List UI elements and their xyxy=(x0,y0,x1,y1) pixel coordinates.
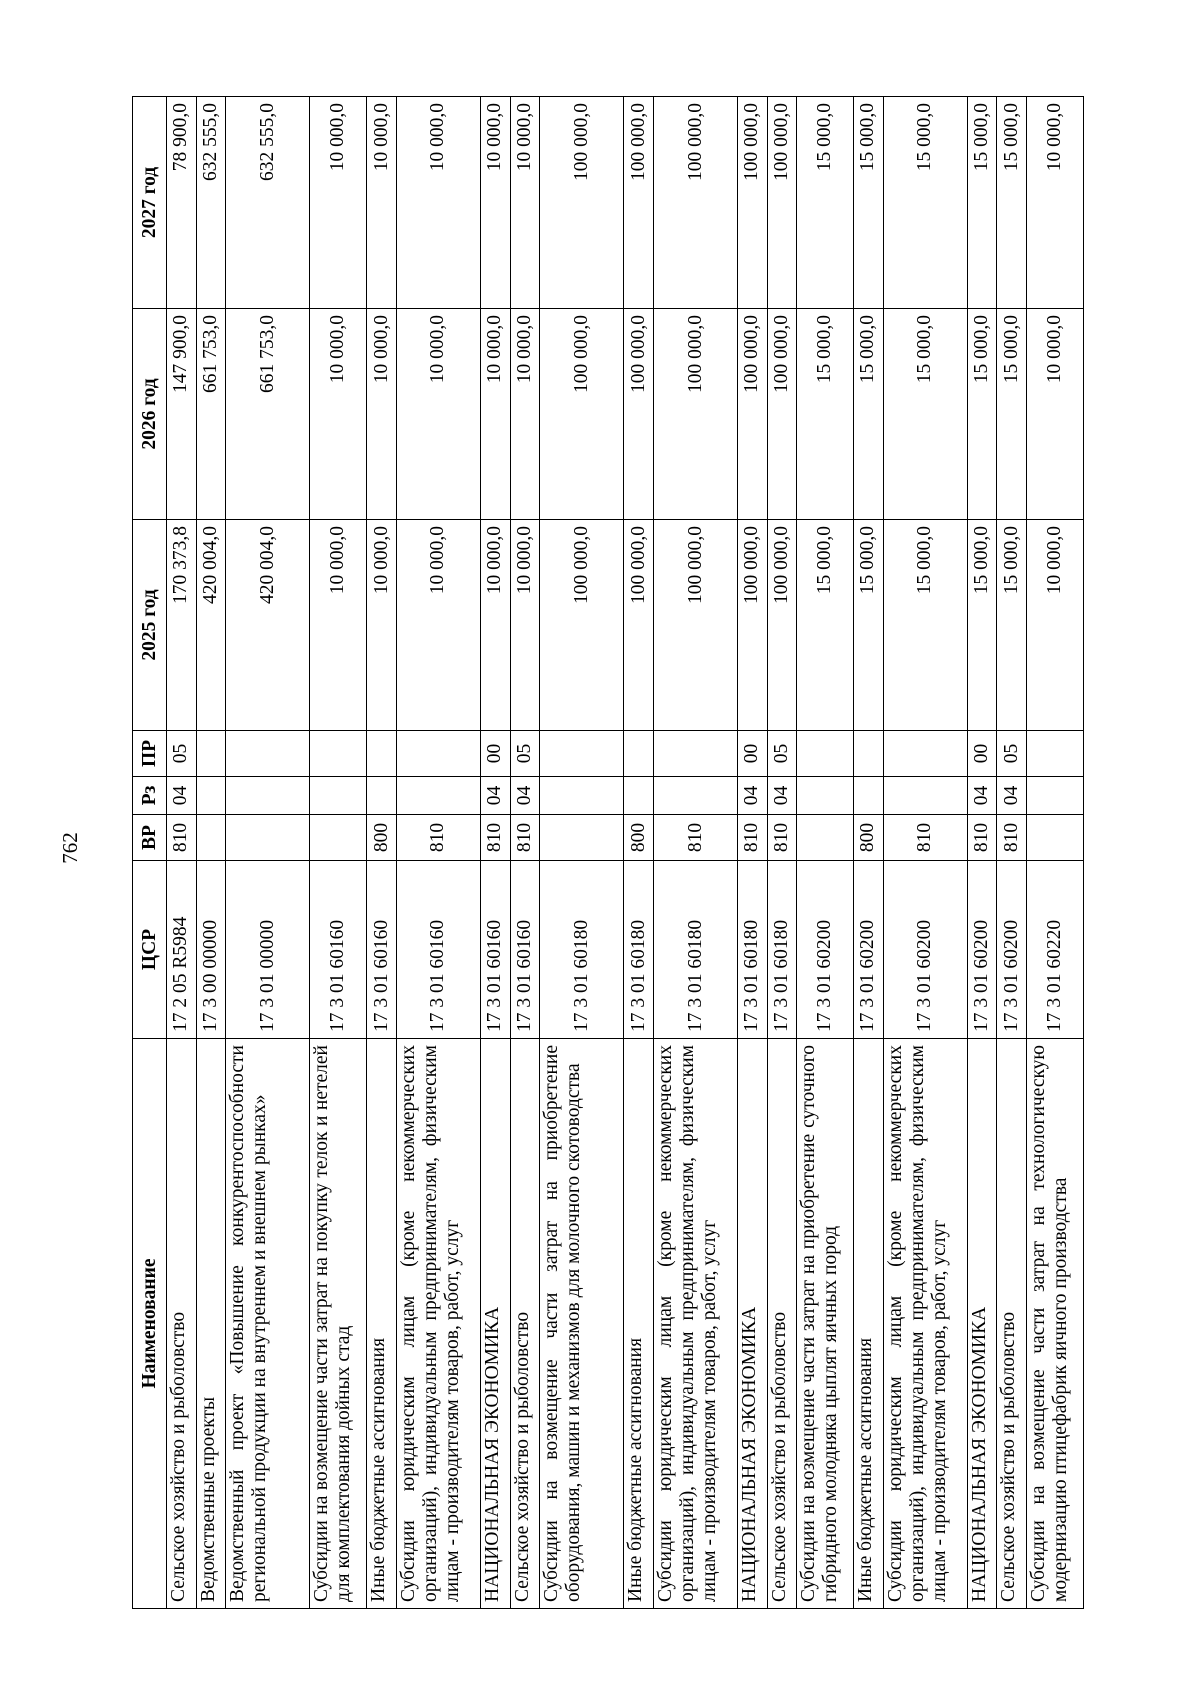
cell-csr: 17 3 01 00000 xyxy=(226,861,310,1039)
cell-vr: 810 xyxy=(653,815,737,861)
cell-2027: 100 000,0 xyxy=(653,97,737,309)
cell-2026: 10 000,0 xyxy=(510,309,540,520)
table-row xyxy=(624,97,654,1609)
cell-pr: 05 xyxy=(767,731,797,777)
cell-2026: 10 000,0 xyxy=(367,309,397,520)
cell-2026: 15 000,0 xyxy=(967,309,997,520)
cell-rz: 04 xyxy=(997,777,1027,815)
cell-name: Ведомственный проект «Повышение конкурентоспособности региональной продукции на внутреннем и внешнем рынках» xyxy=(226,1039,310,1609)
cell-2026: 661 753,0 xyxy=(226,309,310,520)
cell-rz: 04 xyxy=(767,777,797,815)
cell-rz: 04 xyxy=(167,777,197,815)
cell-pr: 05 xyxy=(167,731,197,777)
cell-vr: 800 xyxy=(624,815,654,861)
cell-2027: 100 000,0 xyxy=(540,97,624,309)
cell-2026: 100 000,0 xyxy=(738,309,768,520)
cell-csr: 17 3 01 60160 xyxy=(480,861,510,1039)
cell-vr xyxy=(797,815,854,861)
cell-2027: 632 555,0 xyxy=(226,97,310,309)
cell-2027: 15 000,0 xyxy=(883,97,967,309)
cell-csr: 17 3 01 60200 xyxy=(967,861,997,1039)
header-vr: ВР xyxy=(133,815,167,861)
table-row xyxy=(167,97,197,1609)
cell-2027: 100 000,0 xyxy=(738,97,768,309)
cell-pr xyxy=(540,731,624,777)
cell-pr: 05 xyxy=(510,731,540,777)
cell-vr xyxy=(310,815,367,861)
table-row xyxy=(540,97,624,1609)
cell-2027: 10 000,0 xyxy=(310,97,367,309)
cell-2026: 15 000,0 xyxy=(854,309,884,520)
cell-vr: 810 xyxy=(510,815,540,861)
cell-2026: 10 000,0 xyxy=(480,309,510,520)
cell-pr xyxy=(396,731,480,777)
cell-name: НАЦИОНАЛЬНАЯ ЭКОНОМИКА xyxy=(480,1039,510,1609)
cell-rz xyxy=(653,777,737,815)
header-rz: Рз xyxy=(133,777,167,815)
cell-csr: 17 3 01 60180 xyxy=(738,861,768,1039)
cell-2027: 10 000,0 xyxy=(367,97,397,309)
header-2025: 2025 год xyxy=(133,520,167,731)
table-row xyxy=(997,97,1027,1609)
cell-2025: 15 000,0 xyxy=(883,520,967,731)
cell-2027: 10 000,0 xyxy=(510,97,540,309)
table-row xyxy=(854,97,884,1609)
cell-vr xyxy=(540,815,624,861)
cell-2025: 170 373,8 xyxy=(167,520,197,731)
table-row xyxy=(883,97,967,1609)
cell-csr: 17 3 01 60160 xyxy=(367,861,397,1039)
cell-name: Сельское хозяйство и рыболовство xyxy=(767,1039,797,1609)
cell-2027: 78 900,0 xyxy=(167,97,197,309)
cell-2025: 10 000,0 xyxy=(480,520,510,731)
cell-2027: 632 555,0 xyxy=(196,97,226,309)
cell-2026: 15 000,0 xyxy=(797,309,854,520)
cell-pr xyxy=(624,731,654,777)
cell-2025: 10 000,0 xyxy=(510,520,540,731)
cell-2025: 15 000,0 xyxy=(854,520,884,731)
cell-2026: 100 000,0 xyxy=(653,309,737,520)
rotated-table-wrapper xyxy=(132,97,1084,1609)
cell-pr xyxy=(883,731,967,777)
cell-2025: 420 004,0 xyxy=(196,520,226,731)
cell-2027: 100 000,0 xyxy=(624,97,654,309)
cell-name: Иные бюджетные ассигнования xyxy=(367,1039,397,1609)
cell-rz xyxy=(854,777,884,815)
header-pr: ПР xyxy=(133,731,167,777)
cell-csr: 17 3 01 60200 xyxy=(883,861,967,1039)
cell-2026: 100 000,0 xyxy=(624,309,654,520)
cell-csr: 17 3 01 60200 xyxy=(997,861,1027,1039)
cell-2027: 15 000,0 xyxy=(797,97,854,309)
cell-2025: 420 004,0 xyxy=(226,520,310,731)
table-row xyxy=(396,97,480,1609)
cell-2026: 100 000,0 xyxy=(540,309,624,520)
header-csr: ЦСР xyxy=(133,861,167,1039)
cell-vr: 810 xyxy=(767,815,797,861)
table-row xyxy=(310,97,367,1609)
cell-csr: 17 2 05 R5984 xyxy=(167,861,197,1039)
cell-vr: 800 xyxy=(854,815,884,861)
cell-name: Субсидии на возмещение части затрат на приобретение оборудования, машин и механизмов для молочного скотоводства xyxy=(540,1039,624,1609)
cell-rz: 04 xyxy=(738,777,768,815)
cell-rz xyxy=(396,777,480,815)
cell-2027: 100 000,0 xyxy=(767,97,797,309)
cell-name: Субсидии на возмещение части затрат на покупку телок и нетелей для комплектования дойных стад xyxy=(310,1039,367,1609)
cell-2027: 15 000,0 xyxy=(967,97,997,309)
table-row xyxy=(767,97,797,1609)
cell-2027: 10 000,0 xyxy=(1027,97,1084,309)
cell-name: Субсидии юридическим лицам (кроме некоммерческих организаций), индивидуальным предпринимателям, физическим лицам - производителям товаров, работ, услуг xyxy=(653,1039,737,1609)
cell-pr xyxy=(653,731,737,777)
table-row xyxy=(510,97,540,1609)
cell-rz xyxy=(367,777,397,815)
cell-name: Сельское хозяйство и рыболовство xyxy=(997,1039,1027,1609)
cell-2027: 15 000,0 xyxy=(997,97,1027,309)
cell-2027: 10 000,0 xyxy=(480,97,510,309)
cell-rz: 04 xyxy=(510,777,540,815)
table-row xyxy=(196,97,226,1609)
cell-pr xyxy=(196,731,226,777)
cell-rz xyxy=(540,777,624,815)
cell-rz xyxy=(310,777,367,815)
cell-2026: 661 753,0 xyxy=(196,309,226,520)
cell-csr: 17 3 01 60180 xyxy=(624,861,654,1039)
cell-rz xyxy=(797,777,854,815)
cell-vr: 810 xyxy=(167,815,197,861)
budget-table xyxy=(132,96,1084,1609)
header-name: Наименование xyxy=(133,1039,167,1609)
cell-csr: 17 3 01 60180 xyxy=(653,861,737,1039)
cell-csr: 17 3 01 60200 xyxy=(797,861,854,1039)
cell-name: Субсидии на возмещение части затрат на приобретение суточного гибридного молодняка цыплят яичных пород xyxy=(797,1039,854,1609)
cell-vr: 810 xyxy=(396,815,480,861)
table-row xyxy=(738,97,768,1609)
cell-name: Ведомственные проекты xyxy=(196,1039,226,1609)
cell-vr: 810 xyxy=(967,815,997,861)
cell-2025: 100 000,0 xyxy=(624,520,654,731)
cell-vr xyxy=(1027,815,1084,861)
cell-pr xyxy=(310,731,367,777)
cell-vr xyxy=(196,815,226,861)
cell-rz xyxy=(226,777,310,815)
cell-2027: 15 000,0 xyxy=(854,97,884,309)
cell-2026: 15 000,0 xyxy=(997,309,1027,520)
cell-rz: 04 xyxy=(967,777,997,815)
cell-name: Субсидии юридическим лицам (кроме некоммерческих организаций), индивидуальным предпринимателям, физическим лицам - производителям товаров, работ, услуг xyxy=(883,1039,967,1609)
cell-pr xyxy=(226,731,310,777)
cell-vr: 810 xyxy=(480,815,510,861)
cell-2025: 100 000,0 xyxy=(540,520,624,731)
cell-2027: 10 000,0 xyxy=(396,97,480,309)
cell-2026: 100 000,0 xyxy=(767,309,797,520)
cell-csr: 17 3 01 60200 xyxy=(854,861,884,1039)
cell-pr: 05 xyxy=(997,731,1027,777)
cell-2026: 10 000,0 xyxy=(1027,309,1084,520)
cell-pr: 00 xyxy=(480,731,510,777)
table-row xyxy=(653,97,737,1609)
cell-pr: 00 xyxy=(967,731,997,777)
cell-rz xyxy=(624,777,654,815)
cell-vr: 810 xyxy=(997,815,1027,861)
table-row xyxy=(367,97,397,1609)
table-row xyxy=(480,97,510,1609)
cell-name: Субсидии юридическим лицам (кроме некоммерческих организаций), индивидуальным предпринимателям, физическим лицам - производителям товаров, работ, услуг xyxy=(396,1039,480,1609)
cell-2025: 100 000,0 xyxy=(738,520,768,731)
cell-vr: 810 xyxy=(883,815,967,861)
cell-rz xyxy=(883,777,967,815)
cell-csr: 17 3 01 60160 xyxy=(310,861,367,1039)
cell-name: НАЦИОНАЛЬНАЯ ЭКОНОМИКА xyxy=(738,1039,768,1609)
cell-2026: 15 000,0 xyxy=(883,309,967,520)
cell-pr xyxy=(367,731,397,777)
cell-csr: 17 3 01 60180 xyxy=(540,861,624,1039)
cell-2025: 10 000,0 xyxy=(310,520,367,731)
cell-name: НАЦИОНАЛЬНАЯ ЭКОНОМИКА xyxy=(967,1039,997,1609)
cell-pr xyxy=(1027,731,1084,777)
cell-2026: 10 000,0 xyxy=(310,309,367,520)
cell-name: Иные бюджетные ассигнования xyxy=(854,1039,884,1609)
cell-2026: 147 900,0 xyxy=(167,309,197,520)
cell-csr: 17 3 00 00000 xyxy=(196,861,226,1039)
table-row xyxy=(967,97,997,1609)
cell-name: Сельское хозяйство и рыболовство xyxy=(167,1039,197,1609)
cell-csr: 17 3 01 60220 xyxy=(1027,861,1084,1039)
cell-2025: 15 000,0 xyxy=(797,520,854,731)
cell-rz xyxy=(1027,777,1084,815)
cell-vr xyxy=(226,815,310,861)
cell-csr: 17 3 01 60160 xyxy=(510,861,540,1039)
cell-name: Сельское хозяйство и рыболовство xyxy=(510,1039,540,1609)
cell-2025: 10 000,0 xyxy=(1027,520,1084,731)
cell-2025: 10 000,0 xyxy=(367,520,397,731)
cell-csr: 17 3 01 60160 xyxy=(396,861,480,1039)
page-number: 762 xyxy=(58,832,82,864)
cell-2025: 100 000,0 xyxy=(767,520,797,731)
cell-2025: 15 000,0 xyxy=(967,520,997,731)
cell-2025: 10 000,0 xyxy=(396,520,480,731)
cell-vr: 800 xyxy=(367,815,397,861)
cell-2025: 15 000,0 xyxy=(997,520,1027,731)
cell-rz xyxy=(196,777,226,815)
cell-pr xyxy=(854,731,884,777)
header-2027: 2027 год xyxy=(133,97,167,309)
cell-pr: 00 xyxy=(738,731,768,777)
cell-name: Субсидии на возмещение части затрат на технологическую модернизацию птицефабрик яичного производства xyxy=(1027,1039,1084,1609)
cell-2025: 100 000,0 xyxy=(653,520,737,731)
table-header-row xyxy=(133,97,167,1609)
table-row xyxy=(797,97,854,1609)
cell-2026: 10 000,0 xyxy=(396,309,480,520)
cell-pr xyxy=(797,731,854,777)
cell-rz: 04 xyxy=(480,777,510,815)
cell-vr: 810 xyxy=(738,815,768,861)
header-2026: 2026 год xyxy=(133,309,167,520)
table-row xyxy=(1027,97,1084,1609)
table-row xyxy=(226,97,310,1609)
cell-name: Иные бюджетные ассигнования xyxy=(624,1039,654,1609)
cell-csr: 17 3 01 60180 xyxy=(767,861,797,1039)
